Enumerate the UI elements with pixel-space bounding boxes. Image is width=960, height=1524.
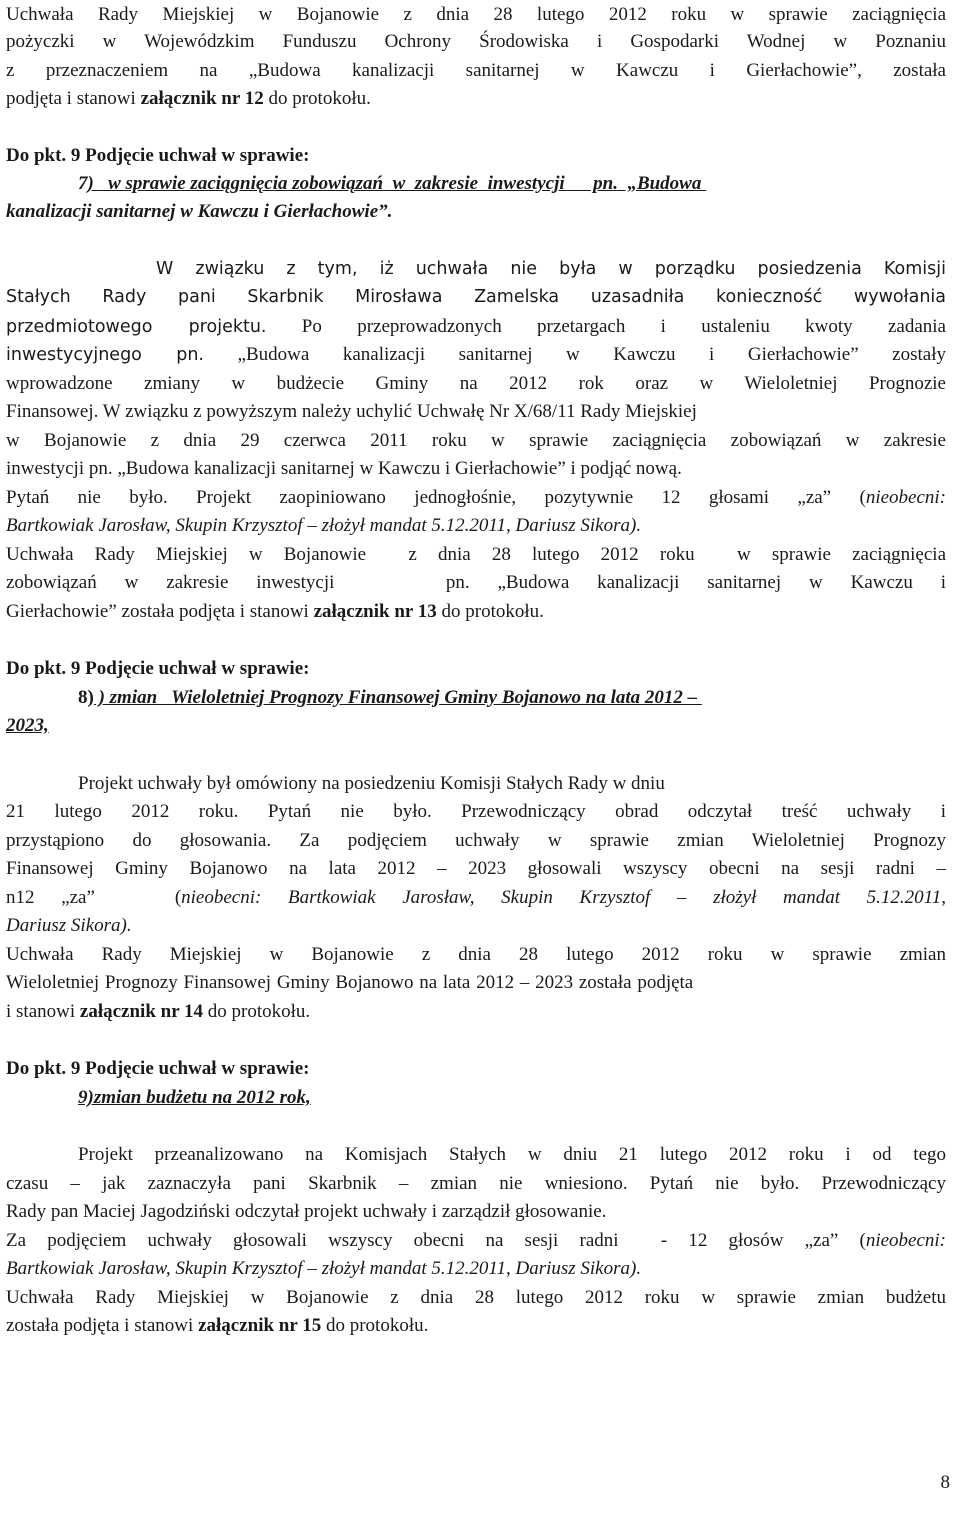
paragraph-line: Uchwała Rady Miejskiej w Bojanowie z dnia 28 lutego 2012 roku w sprawie zmian budżetu [6, 1287, 946, 1308]
section-heading: Do pkt. 9 Podjęcie uchwał w sprawie: [6, 145, 310, 166]
paragraph-line: pożyczki w Wojewódzkim Funduszu Ochrony Środowiska i Gospodarki Wodnej w Poznaniu [6, 31, 946, 52]
attachment-reference: załącznik nr 15 [198, 1315, 322, 1336]
paragraph-line: W związku z tym, iż uchwała nie była w porządku posiedzenia Komisji [156, 259, 946, 279]
page-number: 8 [940, 1472, 950, 1493]
paragraph-line: Gierłachowie” została podjęta i stanowi załącznik nr 13 do protokołu. [6, 601, 544, 622]
paragraph-line: Dariusz Sikora). [6, 915, 132, 936]
paragraph-line: Rady pan Maciej Jagodziński odczytał projekt uchwały i zarządził głosowanie. [6, 1201, 607, 1222]
attachment-reference: załącznik nr 14 [79, 1001, 204, 1022]
paragraph-line: Projekt przeanalizowano na Komisjach Stałych w dniu 21 lutego 2012 roku i od tego [78, 1144, 946, 1165]
paragraph-line: z przeznaczeniem na „Budowa kanalizacji sanitarnej w Kawczu i Gierłachowie”, została [6, 60, 946, 81]
section-title: 7) w sprawie zaciągnięcia zobowiązań w zakresie inwestycji pn. „Budowa [78, 173, 707, 194]
section-heading: Do pkt. 9 Podjęcie uchwał w sprawie: [6, 1058, 310, 1079]
section-title: 8) ) zmian Wieloletniej Prognozy Finansowej Gminy Bojanowo na lata 2012 – [78, 687, 702, 708]
section-title-continuation: kanalizacji sanitarnej w Kawczu i Gierłachowie”. [6, 201, 393, 222]
paragraph-line: Finansowej. W związku z powyższym należy uchylić Uchwałę Nr X/68/11 Rady Miejskiej [6, 401, 697, 422]
paragraph-line: Uchwała Rady Miejskiej w Bojanowie z dnia 28 lutego 2012 roku w sprawie zaciągnięcia [6, 4, 946, 25]
paragraph-line: Wieloletniej Prognozy Finansowej Gminy Bojanowo na lata 2012 – 2023 została podjęta [6, 972, 694, 993]
paragraph-line: wprowadzone zmiany w budżecie Gminy na 2012 rok oraz w Wieloletniej Prognozie [6, 373, 946, 394]
paragraph-line: Stałych Rady pani Skarbnik Mirosława Zamelska uzasadniła konieczność wywołania [6, 287, 946, 307]
paragraph-line: inwestycyjnego pn. „Budowa kanalizacji sanitarnej w Kawczu i Gierłachowie” zostały [6, 344, 946, 365]
section-heading: Do pkt. 9 Podjęcie uchwał w sprawie: [6, 658, 310, 679]
attachment-reference: załącznik nr 12 [140, 88, 264, 109]
paragraph-line: inwestycji pn. „Budowa kanalizacji sanitarnej w Kawczu i Gierłachowie” i podjąć nową. [6, 458, 682, 479]
paragraph-line: Finansowej Gminy Bojanowo na lata 2012 – 2023 głosowali wszyscy obecni na sesji radni – [6, 858, 946, 879]
paragraph-line: 21 lutego 2012 roku. Pytań nie było. Przewodniczący obrad odczytał treść uchwały i [6, 801, 946, 822]
paragraph-line: przystąpiono do głosowania. Za podjęciem uchwały w sprawie zmian Wieloletniej Prognozy [6, 830, 946, 851]
paragraph-line: przedmiotowego projektu. Po przeprowadzonych przetargach i ustaleniu kwoty zadania [6, 316, 946, 337]
paragraph-line: i stanowi załącznik nr 14 do protokołu. [6, 1001, 311, 1022]
section-title-continuation: 2023, [6, 715, 49, 736]
paragraph-line: Pytań nie było. Projekt zaopiniowano jednogłośnie, pozytywnie 12 głosami „za” (nieobecni: [6, 487, 946, 508]
paragraph-line: Uchwała Rady Miejskiej w Bojanowie z dnia 28 lutego 2012 roku w sprawie zaciągnięcia [6, 544, 946, 565]
paragraph-line: zobowiązań w zakresie inwestycji pn. „Budowa kanalizacji sanitarnej w Kawczu i [6, 572, 946, 593]
attachment-reference: załącznik nr 13 [313, 601, 437, 622]
paragraph-line: czasu – jak zaznaczyła pani Skarbnik – zmian nie wniesiono. Pytań nie było. Przewodniczący [6, 1173, 946, 1194]
paragraph-line: Projekt uchwały był omówiony na posiedzeniu Komisji Stałych Rady w dniu [78, 773, 665, 794]
paragraph-line: Bartkowiak Jarosław, Skupin Krzysztof – złożył mandat 5.12.2011, Dariusz Sikora). [6, 515, 642, 536]
section-title: 9)zmian budżetu na 2012 rok, [78, 1087, 311, 1108]
paragraph-line: w Bojanowie z dnia 29 czerwca 2011 roku w sprawie zaciągnięcia zobowiązań w zakresie [6, 430, 946, 451]
paragraph-line: Uchwała Rady Miejskiej w Bojanowie z dnia 28 lutego 2012 roku w sprawie zmian [6, 944, 946, 965]
paragraph-line: Bartkowiak Jarosław, Skupin Krzysztof – złożył mandat 5.12.2011, Dariusz Sikora). [6, 1258, 642, 1279]
paragraph-line: n12 „za” (nieobecni: Bartkowiak Jarosław, Skupin Krzysztof – złożył mandat 5.12.2011, [6, 887, 946, 908]
paragraph-line: podjęta i stanowi załącznik nr 12 do protokołu. [6, 88, 371, 109]
paragraph-line: Za podjęciem uchwały głosowali wszyscy obecni na sesji radni - 12 głosów „za” (nieobecni: [6, 1230, 946, 1251]
paragraph-line: została podjęta i stanowi załącznik nr 15 do protokołu. [6, 1315, 429, 1336]
